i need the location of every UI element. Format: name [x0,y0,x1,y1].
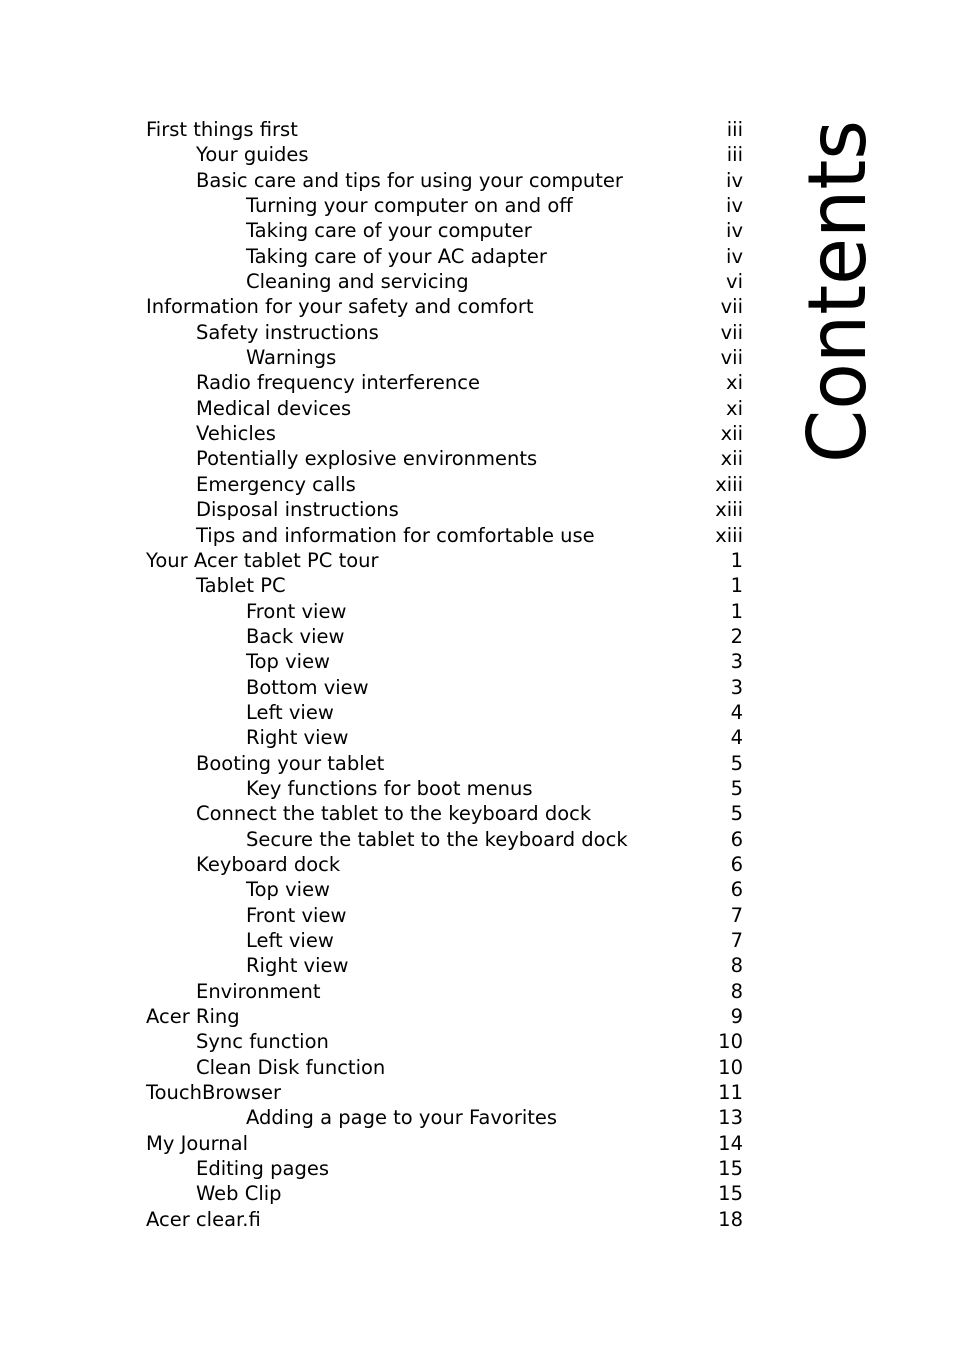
toc-entry[interactable] [146,497,743,522]
toc-entry-page-number: 8 [730,954,743,978]
toc-entry[interactable] [146,320,743,345]
toc-entry[interactable] [146,1029,743,1054]
toc-entry-title: Warnings [246,346,337,370]
toc-entry-page-number: 6 [730,827,743,851]
toc-entry-page-number: 4 [730,700,743,724]
toc-entry-title: Top view [246,650,331,674]
toc-entry[interactable] [146,1131,743,1156]
toc-entry[interactable] [146,1156,743,1181]
toc-entry-page-number: xii [720,447,743,471]
toc-entry[interactable] [146,446,743,471]
toc-entry[interactable] [146,142,743,167]
toc-entry[interactable] [146,294,743,319]
table-of-contents [146,117,743,1232]
toc-entry[interactable] [146,1105,743,1130]
toc-entry[interactable] [146,117,743,142]
toc-entry-page-number: xi [726,371,743,395]
toc-entry-title: Right view [246,954,349,978]
toc-entry-page-number: 3 [730,675,743,699]
contents-heading [791,103,884,463]
toc-entry-title: Acer clear.fi [146,1207,261,1231]
toc-entry-page-number: iv [726,244,743,268]
toc-entry[interactable] [146,827,743,852]
toc-entry-page-number: 15 [718,1182,743,1206]
toc-entry-title: Back view [246,624,345,648]
toc-entry-page-number: 10 [718,1055,743,1079]
toc-entry-page-number: 3 [730,650,743,674]
toc-entry[interactable] [146,979,743,1004]
toc-entry-title: Keyboard dock [196,852,341,876]
toc-entry-page-number: iii [726,143,743,167]
toc-entry[interactable] [146,421,743,446]
toc-entry[interactable] [146,523,743,548]
toc-entry-page-number: vii [720,295,743,319]
toc-entry-page-number: 7 [730,929,743,952]
toc-entry-title: Potentially explosive environments [196,447,538,471]
toc-entry-title: Tablet PC [196,574,286,598]
toc-entry-title: Disposal instructions [196,498,399,522]
toc-entry-page-number: 4 [730,726,743,750]
toc-entry-page-number: iv [726,219,743,243]
toc-entry-page-number: xiii [715,498,743,522]
toc-entry-page-number: 6 [730,878,743,902]
toc-entry[interactable] [146,1207,743,1232]
toc-entry[interactable] [146,193,743,218]
toc-entry-title: Tips and information for comfortable use [196,523,595,547]
toc-entry[interactable] [146,953,743,978]
toc-entry-page-number: xi [726,396,743,420]
toc-entry-page-number: 15 [718,1157,743,1181]
toc-entry-page-number: iv [726,194,743,218]
toc-entry-title: Taking care of your computer [246,219,532,243]
toc-entry-title: Turning your computer on and off [246,194,573,218]
toc-entry-page-number: 5 [730,802,743,826]
toc-entry[interactable] [146,649,743,674]
toc-entry-page-number: xiii [715,472,743,496]
contents-heading-text: Contents [791,103,884,463]
toc-entry-title: Safety instructions [196,320,379,344]
toc-entry-title: Information for your safety and comfort [146,295,534,319]
toc-entry-title: My Journal [146,1131,249,1155]
toc-entry-title: Left view [246,929,334,952]
toc-entry[interactable] [146,548,743,573]
toc-entry[interactable] [146,1080,743,1105]
toc-entry-page-number: 13 [718,1106,743,1130]
toc-entry-page-number: 11 [718,1081,743,1105]
toc-entry-title: TouchBrowser [146,1081,281,1105]
toc-entry-title: Web Clip [196,1182,282,1206]
toc-entry-title: Front view [246,599,347,623]
toc-entry-page-number: 1 [730,548,743,572]
toc-entry-page-number: 7 [730,903,743,927]
toc-entry-title: Editing pages [196,1157,329,1181]
toc-entry-page-number: iii [726,118,743,141]
toc-entry[interactable] [146,725,743,750]
toc-entry-title: Left view [246,700,334,724]
toc-entry-title: Front view [246,903,347,927]
toc-entry[interactable] [146,599,743,624]
toc-entry-title: Taking care of your AC adapter [246,244,547,268]
toc-entry[interactable] [146,928,743,953]
toc-entry-title: Adding a page to your Favorites [246,1106,558,1130]
toc-entry-title: Key functions for boot menus [246,776,533,800]
toc-entry[interactable] [146,1004,743,1029]
toc-entry[interactable] [146,396,743,421]
toc-entry[interactable] [146,700,743,725]
toc-entry-page-number: 14 [718,1131,743,1155]
toc-entry-page-number: 18 [718,1207,743,1231]
toc-entry-page-number: xiii [715,523,743,547]
toc-entry-title: Right view [246,726,349,750]
toc-entry-title: Radio frequency interference [196,371,480,395]
toc-entry-title: Clean Disk function [196,1055,386,1079]
toc-entry-page-number: 8 [730,979,743,1003]
toc-entry[interactable] [146,877,743,902]
toc-entry-page-number: xii [720,422,743,446]
toc-entry[interactable] [146,624,743,649]
toc-entry-title: Sync function [196,1030,329,1054]
toc-entry-page-number: iv [726,168,743,192]
toc-entry[interactable] [146,801,743,826]
toc-entry-page-number: 5 [730,751,743,775]
toc-entry-page-number: vi [726,270,743,294]
toc-entry[interactable] [146,472,743,497]
toc-entry-page-number: vii [720,346,743,370]
toc-entry-title: Basic care and tips for using your computer [196,168,623,192]
toc-entry-title: Booting your tablet [196,751,385,775]
toc-entry-title: Medical devices [196,396,352,420]
toc-entry-title: Vehicles [196,422,276,446]
toc-entry-title: Bottom view [246,675,369,699]
toc-entry[interactable] [146,218,743,243]
toc-entry[interactable] [146,852,743,877]
toc-entry-page-number: 9 [730,1005,743,1029]
toc-entry-title: Top view [246,878,331,902]
toc-entry-title: Acer Ring [146,1005,240,1029]
toc-entry[interactable] [146,168,743,193]
toc-entry-page-number: 1 [730,574,743,598]
toc-entry[interactable] [146,903,743,928]
toc-entry-page-number: 5 [730,776,743,800]
toc-entry-title: Environment [196,979,321,1003]
toc-entry[interactable] [146,370,743,395]
toc-entry[interactable] [146,345,743,370]
toc-entry[interactable] [146,776,743,801]
toc-entry[interactable] [146,573,743,598]
toc-entry-title: Emergency calls [196,472,356,496]
toc-entry-title: First things first [146,118,298,141]
toc-entry-page-number: 1 [730,599,743,623]
toc-entry-page-number: 6 [730,852,743,876]
toc-entry[interactable] [146,269,743,294]
toc-entry[interactable] [146,1055,743,1080]
toc-entry[interactable] [146,244,743,269]
toc-entry[interactable] [146,751,743,776]
toc-entry-page-number: 2 [730,624,743,648]
toc-entry-page-number: vii [720,320,743,344]
toc-entry-page-number: 10 [718,1030,743,1054]
toc-entry-title: Secure the tablet to the keyboard dock [246,827,628,851]
toc-entry-title: Connect the tablet to the keyboard dock [196,802,592,826]
toc-entry-title: Your guides [196,143,309,167]
toc-entry[interactable] [146,675,743,700]
toc-entry-title: Cleaning and servicing [246,270,469,294]
toc-entry[interactable] [146,1181,743,1206]
toc-entry-title: Your Acer tablet PC tour [146,548,379,572]
